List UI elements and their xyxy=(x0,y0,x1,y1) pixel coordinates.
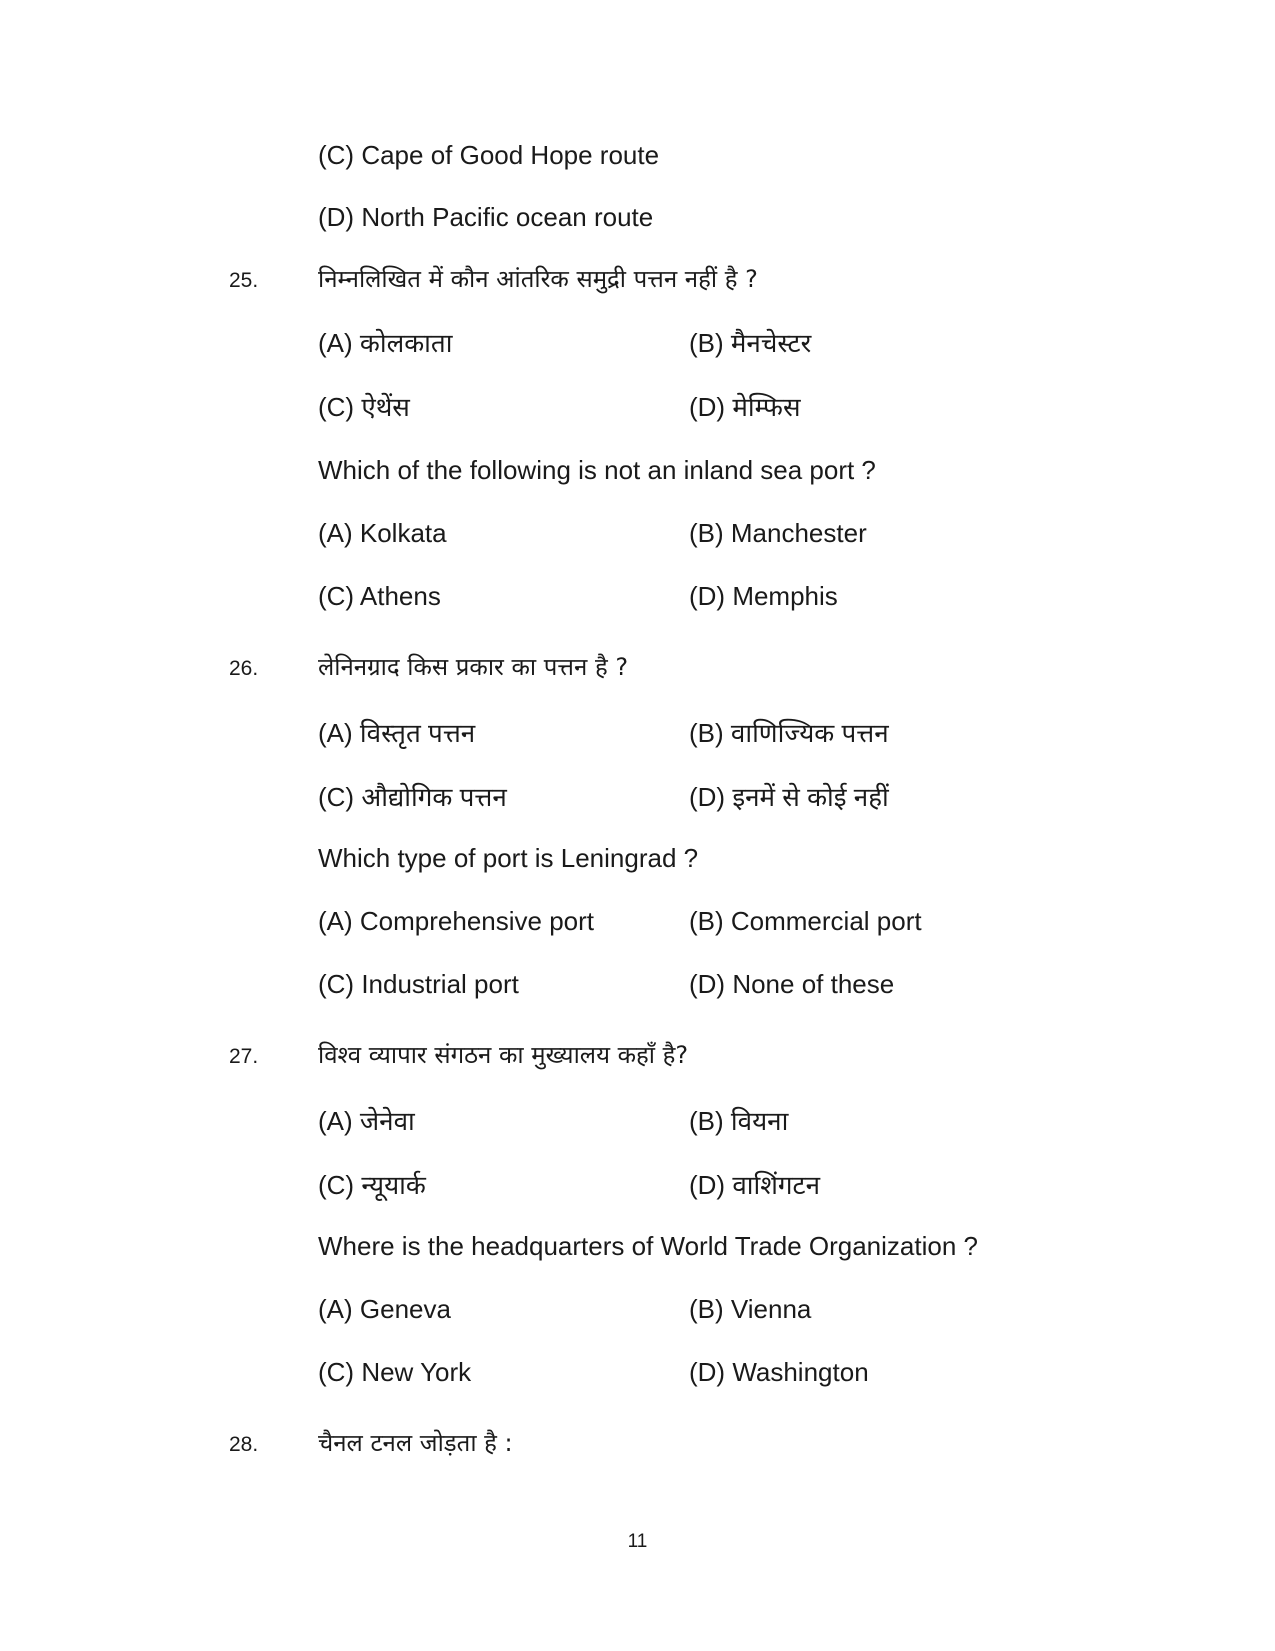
option-hindi-d: (D) मेम्फिस xyxy=(689,392,801,422)
option-hindi-a: (A) जेनेवा xyxy=(318,1106,415,1136)
option-hindi-b: (B) वाणिज्यिक पत्तन xyxy=(689,718,889,748)
option-hindi-c: (C) ऐथेंस xyxy=(318,392,410,422)
option-continued-c: (C) Cape of Good Hope route xyxy=(318,140,660,170)
option-hindi-d: (D) इनमें से कोई नहीं xyxy=(689,782,889,812)
option-hindi-a: (A) विस्तृत पत्तन xyxy=(318,718,476,748)
option-english-a: (A) Geneva xyxy=(318,1294,451,1324)
option-english-c: (C) Athens xyxy=(318,581,441,611)
option-hindi-b: (B) वियना xyxy=(689,1106,789,1136)
question-number: 25. xyxy=(229,269,259,292)
option-hindi-a: (A) कोलकाता xyxy=(318,328,453,358)
option-english-b: (B) Vienna xyxy=(689,1294,812,1324)
option-english-d: (D) Memphis xyxy=(689,581,838,611)
option-hindi-c: (C) न्यूयार्क xyxy=(318,1170,426,1200)
option-hindi-b: (B) मैनचेस्टर xyxy=(689,328,812,358)
option-english-a: (A) Comprehensive port xyxy=(318,906,594,936)
question-number: 26. xyxy=(229,657,259,680)
question-text-hindi: विश्व व्यापार संगठन का मुख्यालय कहाँ है? xyxy=(318,1041,689,1069)
question-number: 28. xyxy=(229,1433,259,1456)
option-english-c: (C) Industrial port xyxy=(318,969,519,999)
option-english-a: (A) Kolkata xyxy=(318,518,447,548)
option-english-b: (B) Manchester xyxy=(689,518,867,548)
question-text-english: Which type of port is Leningrad ? xyxy=(318,843,699,873)
question-text-hindi: लेनिनग्राद किस प्रकार का पत्तन है ? xyxy=(318,653,629,681)
question-text-hindi: चैनल टनल जोड़ता है : xyxy=(318,1429,513,1457)
option-english-c: (C) New York xyxy=(318,1357,472,1387)
question-text-hindi: निम्नलिखित में कौन आंतरिक समुद्री पत्तन नहीं है ? xyxy=(318,265,758,293)
option-english-d: (D) Washington xyxy=(689,1357,869,1387)
option-english-d: (D) None of these xyxy=(689,969,895,999)
question-text-english: Which of the following is not an inland sea port ? xyxy=(318,455,876,485)
option-hindi-d: (D) वाशिंगटन xyxy=(689,1170,821,1200)
question-text-english: Where is the headquarters of World Trade Organization ? xyxy=(318,1231,978,1261)
question-number: 27. xyxy=(229,1045,259,1068)
page-number: 11 xyxy=(627,1531,648,1552)
option-continued-d: (D) North Pacific ocean route xyxy=(318,202,654,232)
option-hindi-c: (C) औद्योगिक पत्तन xyxy=(318,782,507,812)
option-english-b: (B) Commercial port xyxy=(689,906,922,936)
